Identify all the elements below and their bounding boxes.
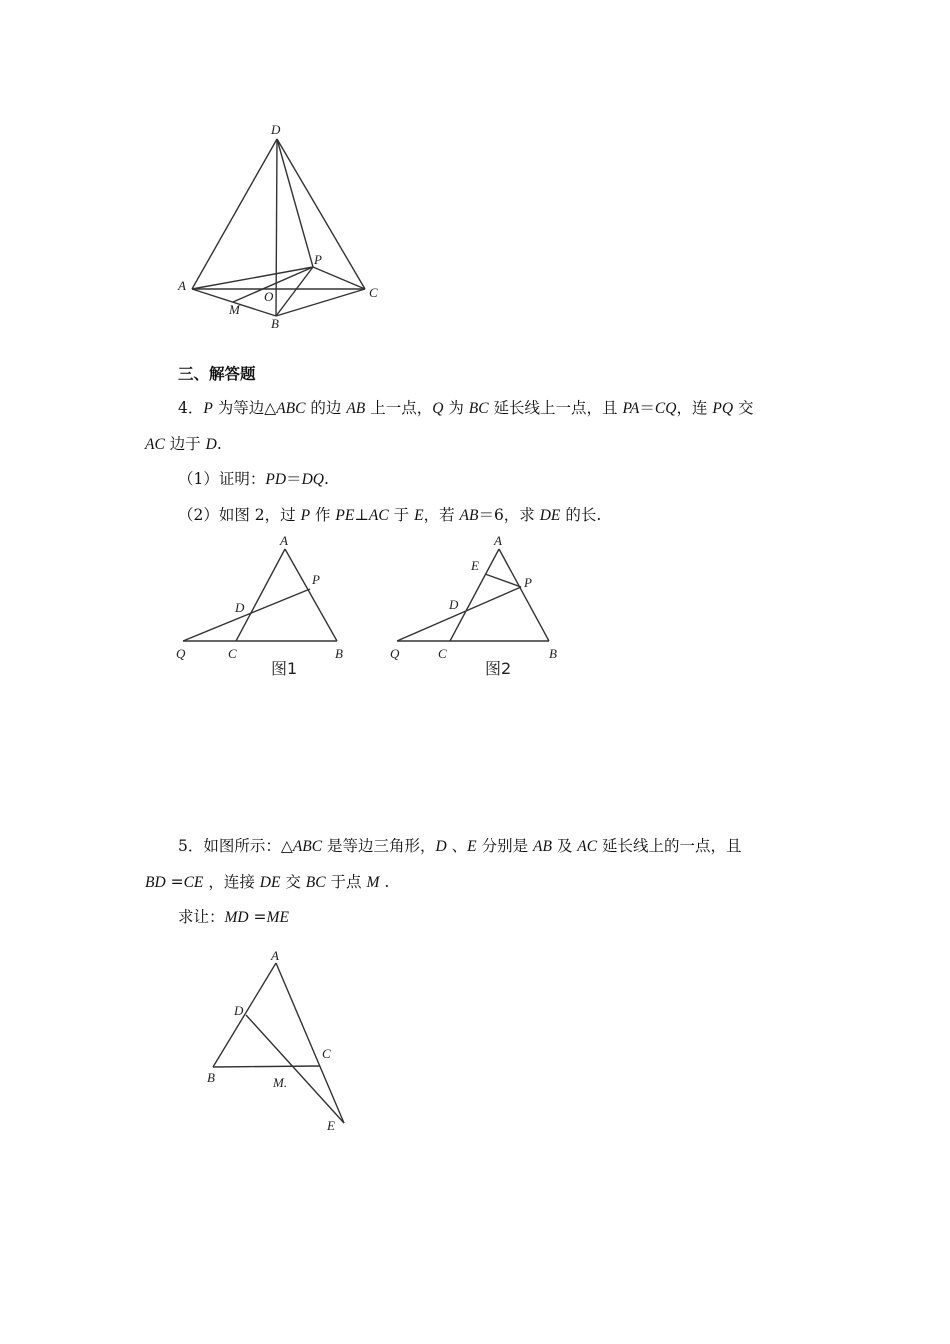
text-segment: 延长线上一点，且 [488, 399, 623, 417]
text-segment: 及 [551, 837, 578, 855]
text-segment: DQ [301, 471, 324, 488]
label-Q: Q [390, 646, 400, 661]
label-A: A [494, 533, 502, 548]
text-segment: . [216, 435, 222, 453]
label-C: C [322, 1046, 331, 1061]
text-segment: AB [459, 507, 479, 524]
text-segment: ＝ [286, 470, 302, 488]
side-AB [285, 549, 337, 641]
q4-figure-2 [385, 530, 575, 680]
text-segment: Q [432, 400, 444, 417]
q4-line2 [145, 434, 222, 455]
text-segment: AB [346, 400, 366, 417]
text-segment: 是等边三角形， [322, 837, 436, 855]
text-segment: 上一点， [365, 399, 433, 417]
text-segment: 的边 [305, 399, 347, 417]
q4-part1-text [178, 470, 329, 488]
label-C: C [438, 646, 447, 661]
label-P: P [524, 575, 532, 590]
text-segment: 于 [388, 506, 415, 524]
label-B: B [207, 1070, 215, 1085]
label-E: E [471, 558, 479, 573]
line-QP [397, 587, 521, 641]
label-D: D [449, 597, 459, 612]
label-P: P [312, 572, 320, 587]
text-segment: 于点 [325, 873, 367, 891]
text-segment: D [205, 436, 217, 453]
text-segment: ＝6，求 [478, 506, 540, 524]
text-segment: D [435, 838, 447, 855]
text-segment: 的长. [560, 506, 602, 524]
edge-AP [192, 267, 313, 289]
text-segment: 、 [446, 837, 468, 855]
section-heading: 三、解答题 [178, 364, 256, 383]
q5-line1-text [203, 837, 741, 855]
label-B: B [335, 646, 343, 661]
label-D: D [235, 600, 245, 615]
side-BC [213, 1066, 320, 1067]
pyramid-figure [170, 118, 390, 336]
text-segment: M [366, 874, 380, 891]
line-AE [276, 963, 344, 1123]
label-A: A [271, 948, 279, 963]
line-QP [183, 589, 310, 641]
text-segment: ABC [292, 838, 323, 855]
q5-line3-text [178, 908, 289, 926]
q5-line2-text [145, 873, 389, 891]
text-segment: P [300, 507, 311, 524]
text-segment: . [379, 873, 390, 891]
label-M: M. [273, 1075, 288, 1090]
text-segment: AC [145, 436, 165, 453]
q5-figure [200, 945, 360, 1135]
edge-DP [277, 139, 313, 267]
text-segment: = [165, 873, 184, 891]
text-segment: E [467, 838, 477, 855]
text-segment: 求让： [178, 908, 225, 926]
text-segment: 为等边△ [212, 399, 277, 417]
text-segment: ＝ [639, 399, 655, 417]
text-segment: CE [183, 874, 204, 891]
text-segment: PD [265, 471, 287, 488]
label-B: B [549, 646, 557, 661]
text-segment: AB [533, 838, 552, 855]
text-segment: AC [368, 507, 389, 524]
q4-line1 [178, 398, 754, 419]
text-segment: DE [259, 874, 281, 891]
text-segment: （2）如图 2，过 [178, 506, 301, 524]
text-segment: 作 [310, 506, 336, 524]
q4-line2-text [145, 435, 222, 453]
text-segment: ，连 [676, 399, 713, 417]
text-segment: 交 [280, 873, 306, 891]
caption-fig1: 图1 [271, 659, 298, 678]
q5-line3 [178, 907, 289, 928]
label-C: C [369, 285, 378, 300]
label-A: A [178, 278, 186, 293]
text-segment: PQ [712, 400, 734, 417]
side-AB [213, 963, 276, 1067]
text-segment: ，连接 [203, 873, 260, 891]
text-segment: MD [224, 909, 249, 926]
label-C: C [228, 646, 237, 661]
text-segment: PE [335, 507, 355, 524]
label-A: A [280, 533, 288, 548]
text-segment: AC [577, 838, 598, 855]
label-B: B [271, 316, 279, 331]
side-AB [499, 549, 549, 641]
caption-fig2: 图2 [485, 659, 512, 678]
text-segment: BC [468, 400, 489, 417]
q4-number: 4． [178, 399, 204, 417]
text-segment: CQ [654, 400, 677, 417]
text-segment: ABC [276, 400, 306, 417]
q5-line1 [178, 836, 742, 857]
label-D: D [271, 122, 281, 137]
text-segment: . [323, 470, 329, 488]
text-segment: 边于 [164, 435, 206, 453]
label-M: M [229, 302, 240, 317]
text-segment: 交 [733, 399, 754, 417]
edge-PC [313, 267, 365, 289]
q4-part2-text [178, 506, 601, 524]
text-segment: = [248, 908, 267, 926]
q4-figure-1 [170, 530, 360, 680]
text-segment: 如图所示： [203, 837, 281, 855]
text-segment: △ [280, 837, 293, 855]
label-P: P [314, 252, 322, 267]
text-segment: 分别是 [476, 837, 533, 855]
q5-number: 5． [178, 837, 204, 855]
text-segment: ，若 [423, 506, 460, 524]
edge-DA [192, 139, 277, 289]
label-Q: Q [176, 646, 186, 661]
text-segment: E [414, 507, 424, 524]
q5-line2 [145, 872, 389, 893]
edge-BC [276, 289, 365, 316]
line-DE [246, 1015, 344, 1123]
label-O: O [264, 289, 274, 304]
q4-line1-text [203, 399, 753, 417]
q4-part1 [178, 469, 329, 490]
side-AC [236, 549, 285, 641]
label-D: D [234, 1003, 244, 1018]
text-segment: BC [305, 874, 326, 891]
text-segment: PA [622, 400, 640, 417]
text-segment: ⊥ [354, 506, 369, 524]
text-segment: （1）证明： [178, 470, 266, 488]
text-segment: ME [266, 909, 289, 926]
q4-part2 [178, 505, 601, 526]
text-segment: 为 [443, 399, 469, 417]
text-segment: DE [539, 507, 561, 524]
label-E: E [327, 1118, 335, 1133]
text-segment: P [203, 400, 213, 417]
text-segment: 延长线上的一点，且 [597, 837, 742, 855]
text-segment: BD [145, 874, 166, 891]
